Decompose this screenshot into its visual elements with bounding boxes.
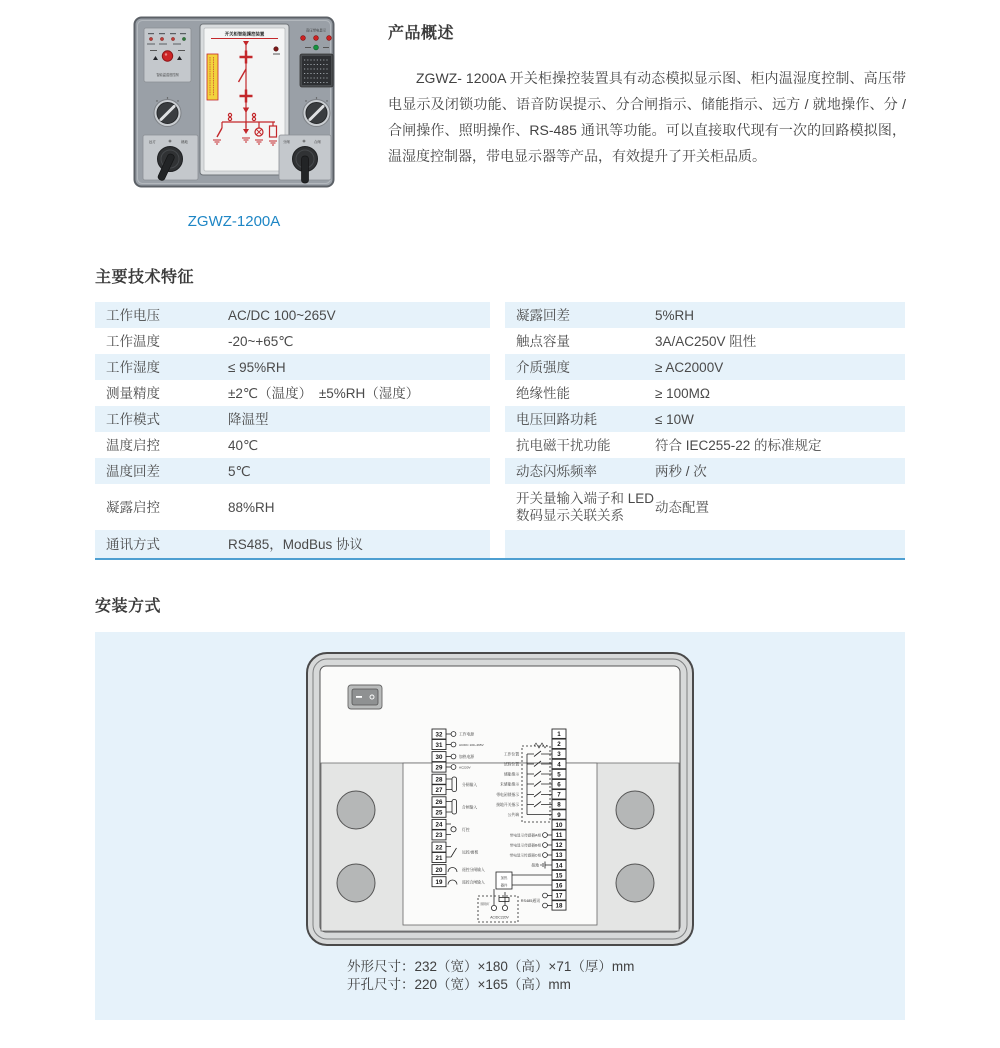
right-terminal-strip <box>552 729 566 910</box>
spec-half <box>95 484 490 530</box>
spec-value: 降温型 <box>228 411 269 427</box>
terminal-number: 6 <box>557 781 561 789</box>
live-indicator-dot <box>274 47 278 51</box>
mounting-hole <box>616 791 654 829</box>
terminal-number: 10 <box>555 821 563 829</box>
label-rs485: RS485通讯 <box>520 899 540 903</box>
spec-row <box>95 530 905 558</box>
label-remote-open: 遥控分闸输入 <box>462 868 485 872</box>
installation-heading: 安装方式 <box>95 598 162 615</box>
label-heater-range: AC220V <box>459 765 471 770</box>
spec-label: 绝缘性能 <box>516 385 570 401</box>
terminal-number: 22 <box>435 844 443 852</box>
spec-label: 温度启控 <box>106 437 160 453</box>
phase-a-led <box>301 36 306 41</box>
mimic-panel-title: 开关柜智能操控装置 <box>224 31 265 37</box>
label-lamp-voltage: AC/DC220V <box>490 915 509 920</box>
label-sensor-b: 带电显示传感器B相 <box>509 843 541 848</box>
spec-value: 3A/AC250V 阻性 <box>655 333 757 349</box>
spec-half <box>95 432 490 458</box>
spec-label: 电压回路功耗 <box>516 411 597 427</box>
heat-led <box>149 37 152 40</box>
product-model-caption: ZGWZ-1200A <box>187 213 281 230</box>
terminal-number: 29 <box>435 764 443 772</box>
phase-b-led <box>314 36 319 41</box>
outline-dimension: 外形尺寸：232（宽）×180（高）×71（厚）mm <box>347 959 635 974</box>
spec-row <box>95 380 905 406</box>
terminal-number: 9 <box>557 811 561 819</box>
installation-box <box>95 632 905 1020</box>
spec-half <box>95 530 490 558</box>
mounting-hole <box>337 791 375 829</box>
label-lamp-control: 灯控 <box>462 828 470 832</box>
cutout-dimension: 开孔尺寸：220（宽）×165（高）mm <box>347 976 571 992</box>
remote-local-switch[interactable] <box>143 135 198 181</box>
spec-label: 工作模式 <box>106 411 160 427</box>
spec-value: -20~+65℃ <box>228 333 294 349</box>
spec-label: 温度回差 <box>106 463 160 479</box>
open-close-switch[interactable] <box>279 135 331 183</box>
spec-half <box>505 380 905 406</box>
label-lamp: 照明灯 <box>480 902 490 906</box>
product-figure <box>133 16 335 230</box>
spec-label: 工作湿度 <box>106 359 160 375</box>
spec-label: 工作温度 <box>106 333 160 349</box>
spec-row <box>95 432 905 458</box>
overview-section <box>388 20 906 169</box>
label-common: 公共端 <box>507 812 519 817</box>
label-heater-line1: 加热 <box>500 876 508 880</box>
label-live-lock: 带电闭锁指示 <box>496 792 519 797</box>
terminal-number: 17 <box>555 892 563 900</box>
label-sensor-c: 带电显示传感器C相 <box>509 853 541 858</box>
spec-half <box>95 458 490 484</box>
spec-label: 凝露回差 <box>516 307 570 323</box>
terminal-number: 25 <box>435 809 443 817</box>
front-device-photo <box>133 16 335 188</box>
remote-label: 远方 <box>149 140 156 144</box>
label-open-input: 分闸输入 <box>462 783 478 787</box>
alarm-led <box>171 37 174 40</box>
mimic-panel <box>200 24 289 175</box>
terminal-number: 21 <box>435 854 443 862</box>
terminal-number: 13 <box>555 852 563 860</box>
specs-heading: 主要技术特征 <box>95 269 195 286</box>
terminal-number: 12 <box>555 842 563 850</box>
specs-section <box>95 264 905 560</box>
terminal-number: 24 <box>435 821 443 829</box>
spec-half <box>505 484 905 530</box>
terminal-number: 27 <box>435 787 443 794</box>
red-mode-button[interactable] <box>162 51 172 61</box>
label-stored: 储能指示 <box>503 772 519 777</box>
terminal-number: 4 <box>557 761 561 769</box>
spec-value: 两秒 / 次 <box>655 463 707 479</box>
dehumidify-led <box>160 37 163 40</box>
label-test-pos: 试验位置 <box>503 762 519 767</box>
rear-panel-diagram <box>300 645 700 951</box>
spec-half <box>505 406 905 432</box>
spec-row <box>95 354 905 380</box>
spec-label: 抗电磁干扰功能 <box>516 437 611 453</box>
spec-row <box>95 458 905 484</box>
label-earth-switch: 接地开关指示 <box>496 802 519 807</box>
spec-half <box>95 406 490 432</box>
terminal-number: 1 <box>557 731 561 738</box>
terminal-number: 30 <box>435 753 443 761</box>
spec-half <box>505 458 905 484</box>
terminal-number: 23 <box>435 832 443 840</box>
dimensions-block <box>95 958 905 993</box>
spec-half <box>505 354 905 380</box>
overview-paragraph: ZGWZ- 1200A 开关柜操控装置具有动态模拟显示图、柜内温湿度控制、高压带电显示及闭锁功能、语音防误提示、分合闸指示、储能指示、远方 / 就地操作、分 / 合闸操作、照明操作、RS-485 通讯等功能。可以直接取代现有一次的回路模拟图，温湿度控制器，带电显示器等产品，有效提升了开关柜品质。 <box>388 70 906 164</box>
spec-value: AC/DC 100~265V <box>228 307 336 323</box>
label-work-power-range: AC/DC 100~265V <box>459 742 484 747</box>
terminal-number: 5 <box>557 771 561 779</box>
temp-humidity-panel <box>144 28 191 82</box>
spec-label: 凝露启控 <box>106 499 160 515</box>
close-label: 合闸 <box>314 140 321 144</box>
run-led <box>182 37 185 40</box>
terminal-number: 2 <box>557 741 561 749</box>
spec-value: 5%RH <box>655 307 695 323</box>
open-label: 分闸 <box>283 140 290 144</box>
spec-half <box>505 328 905 354</box>
spec-value: 40℃ <box>228 437 259 453</box>
label-sensor-a: 带电显示传感器A相 <box>509 833 541 838</box>
spec-half <box>95 302 490 328</box>
warning-label <box>207 54 218 100</box>
terminal-number: 16 <box>555 882 563 890</box>
spec-half <box>505 302 905 328</box>
terminal-number: 18 <box>555 902 563 910</box>
spec-label: 工作电压 <box>106 307 160 323</box>
label-ground: 接地 <box>531 863 539 868</box>
spec-half <box>505 530 905 558</box>
spec-half <box>95 328 490 354</box>
label-heater-power: 加热电源 <box>459 755 475 759</box>
terminal-number: 3 <box>557 751 561 759</box>
spec-value: ≤ 95%RH <box>228 359 286 375</box>
terminal-number: 20 <box>435 866 443 874</box>
spec-half <box>95 380 490 406</box>
spec-value: ≥ AC2000V <box>655 359 724 375</box>
spec-half <box>95 354 490 380</box>
terminal-number: 11 <box>555 832 563 839</box>
spec-row <box>95 484 905 530</box>
mounting-hole <box>337 864 375 902</box>
spec-value: ±2℃（温度） ±5%RH（湿度） <box>228 385 420 401</box>
label-remote-close: 遥控合闸输入 <box>462 880 485 885</box>
terminal-number: 32 <box>435 731 443 739</box>
label-work-pos: 工作位置 <box>503 752 519 757</box>
temp-humidity-panel-label: 智能温湿度控制 <box>156 73 179 77</box>
terminal-number: 31 <box>435 741 443 749</box>
spec-value: ≤ 10W <box>655 411 694 427</box>
spec-row <box>95 302 905 328</box>
spec-value: 5℃ <box>228 463 251 479</box>
spec-label: 通讯方式 <box>106 536 160 552</box>
terminal-number: 8 <box>557 801 561 809</box>
label-heater-line2: 器件 <box>500 883 508 888</box>
terminal-number: 7 <box>557 791 561 799</box>
label-close-input: 合闸输入 <box>462 805 478 810</box>
spec-value: ≥ 100MΩ <box>655 385 711 401</box>
spec-label: 介质强度 <box>516 359 570 375</box>
spec-half <box>505 432 905 458</box>
spec-label: 开关量输入端子和 LED 数码显示关联关系 <box>516 491 655 523</box>
terminal-number: 19 <box>435 879 443 886</box>
spec-row <box>95 328 905 354</box>
mounting-hole <box>616 864 654 902</box>
spec-value: 符合 IEC255-22 的标准规定 <box>655 437 822 453</box>
hv-label: 高压带电显示 <box>305 28 327 33</box>
terminal-number: 15 <box>555 872 563 880</box>
lock-led <box>314 45 319 50</box>
terminal-number: 26 <box>435 799 443 807</box>
specs-table <box>95 302 905 560</box>
hv-indicator-block <box>300 28 333 88</box>
spec-row <box>95 406 905 432</box>
phase-c-led <box>327 36 332 41</box>
spec-label: 触点容量 <box>516 333 570 349</box>
spec-value: 动态配置 <box>655 499 709 515</box>
label-remote-panel: 远控/面板 <box>462 850 479 855</box>
spec-value: 88%RH <box>228 499 275 515</box>
spec-value: RS485，ModBus 协议 <box>228 536 364 552</box>
label-work-power: 工作电源 <box>459 732 475 737</box>
local-label: 就地 <box>181 140 188 144</box>
spec-label: 测量精度 <box>106 385 160 401</box>
terminal-number: 14 <box>555 862 563 870</box>
spec-label: 动态闪烁频率 <box>516 463 597 479</box>
overview-heading: 产品概述 <box>388 25 455 42</box>
installation-section <box>95 593 905 1020</box>
terminal-number: 28 <box>435 776 443 784</box>
label-unstored: 未储能指示 <box>500 782 519 787</box>
power-rocker-switch[interactable] <box>348 685 382 709</box>
